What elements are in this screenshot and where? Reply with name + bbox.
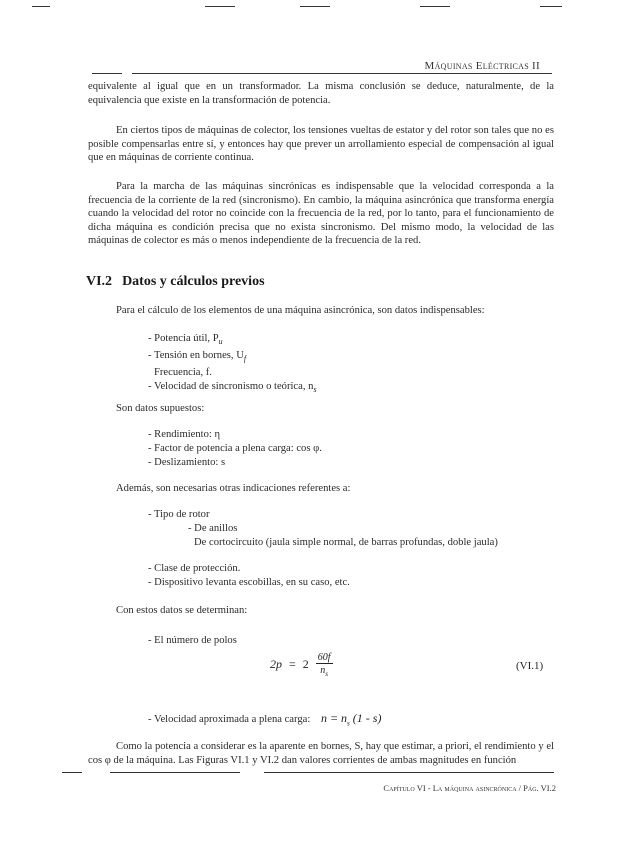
paragraph-text: Con estos datos se determinan: xyxy=(116,605,248,616)
list-item: - Clase de protección. xyxy=(148,563,241,574)
paragraph-2 xyxy=(88,124,554,165)
equation-coefficient: 2 xyxy=(302,656,309,671)
equation-number: (VI.1) xyxy=(516,660,544,672)
footer-rule xyxy=(264,772,554,773)
paragraph-text: equivalente al igual que en un transformador. La misma conclusión se deduce, naturalmente, de la equivalencia que existe en la transformación de potencia. xyxy=(88,81,554,106)
list-item: - Potencia útil, $P_u$ xyxy=(148,333,223,347)
paragraph-text: Para el cálculo de los elementos de una máquina asincrónica, son datos indispensables: xyxy=(116,305,485,316)
list-item: - El número de polos xyxy=(148,635,237,646)
rotor-type-list xyxy=(148,508,498,549)
scan-mark xyxy=(32,6,50,7)
paragraph-text: En ciertos tipos de máquinas de colector, los tensiones vueltas de estator y del rotor son tales que no es posible compensarlas entre sí, y entonces hay que prever un arrollamiento especial de compensación al igual que en máquinas de corriente continua. xyxy=(88,125,554,164)
equation-denominator: $n_s$ xyxy=(320,665,329,678)
page-footer: Capítulo VI - La máquina asincrónica / Pág. VI.2 xyxy=(383,783,556,793)
header-rule-left xyxy=(92,73,122,74)
header-rule xyxy=(132,73,552,74)
equation-equals: = xyxy=(289,656,296,671)
paragraph-1 xyxy=(88,80,554,107)
scan-mark xyxy=(205,6,235,7)
speed-label: - Velocidad aproximada a plena carga: xyxy=(148,714,311,725)
list-item: - Factor de potencia a plena carga: cos φ. xyxy=(148,442,322,454)
scan-mark xyxy=(420,6,450,7)
footer-rule xyxy=(110,772,240,773)
closing-paragraph xyxy=(88,740,554,767)
intro-determined xyxy=(88,604,554,618)
speed-item xyxy=(148,712,381,731)
determined-item xyxy=(148,634,237,648)
paragraph-text: Son datos supuestos: xyxy=(116,403,205,414)
required-list xyxy=(148,332,317,397)
paragraph-text: Como la potencia a considerar es la aparente en bornes, S, hay que estimar, a priori, el rendimiento y el cos φ de la máquina. Las Figuras VI.1 y VI.2 dan valores corrientes de ambas magnitudes en función xyxy=(88,741,554,766)
paragraph-text: Para la marcha de las máquinas sincrónicas es indispensable que la velocidad corresponda a la frecuencia de la corriente de la red (sincronismo). En cambio, la máquina asincrónica que transforma energía cuando la velocidad del rotor no coincide con la frecuencia de la red, por lo tanto, para el funcionamiento de dicha máquina es condición precisa que no exista sincronismo. Del mismo modo, la velocidad de las máquinas de colector es más o menos independiente de la frecuencia de la red. xyxy=(88,181,554,247)
list-item: - Tipo de rotor xyxy=(148,509,210,520)
speed-formula: $n = n_s$ (1 - s) xyxy=(320,711,382,728)
other-list xyxy=(148,562,350,590)
list-item: - Tensión en bornes, $U_f$ xyxy=(148,349,247,364)
intro-assumed xyxy=(88,402,554,416)
list-item: - Velocidad de sincronismo o teórica, $n_s$ xyxy=(148,380,317,394)
paragraph-text: Además, son necesarias otras indicaciones referentes a: xyxy=(116,483,351,494)
equation-fraction xyxy=(316,652,333,678)
equation-poles xyxy=(270,652,333,678)
page-header: Máquinas Eléctricas II xyxy=(424,60,540,72)
list-item: - Dispositivo levanta escobillas, en su caso, etc. xyxy=(148,576,350,588)
equation-lhs: 2p xyxy=(270,656,282,671)
list-item: - Rendimiento: η xyxy=(148,429,221,440)
list-item: - Deslizamiento: s xyxy=(148,456,226,468)
paragraph-3 xyxy=(88,180,554,248)
intro-other xyxy=(88,482,554,496)
list-item: - De anillos xyxy=(188,522,238,534)
footer-rule-left xyxy=(62,772,82,773)
section-number: VI.2 xyxy=(86,274,113,289)
scan-mark xyxy=(300,6,330,7)
equation-numerator: 60f xyxy=(317,652,331,663)
list-item: Frecuencia, f. xyxy=(154,366,212,378)
intro-required xyxy=(88,304,554,318)
section-title: Datos y cálculos previos xyxy=(122,274,265,289)
scan-mark xyxy=(540,6,562,7)
section-heading xyxy=(86,274,265,290)
assumed-list xyxy=(148,428,322,469)
list-item: De cortocircuito (jaula simple normal, de barras profundas, doble jaula) xyxy=(194,536,498,548)
